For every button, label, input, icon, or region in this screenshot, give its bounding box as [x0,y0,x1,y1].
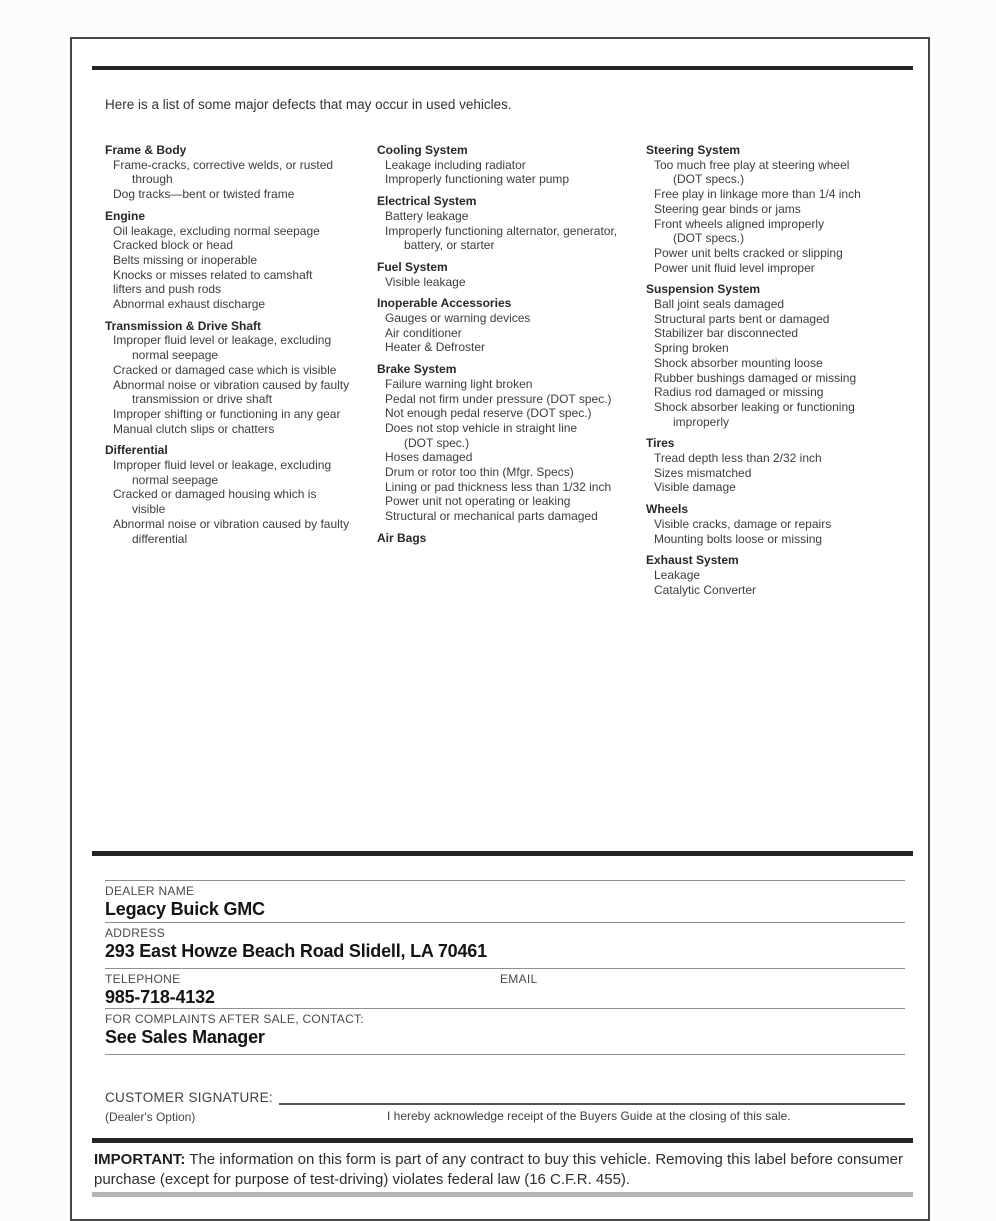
field-value-telephone: 985-718-4132 [105,987,215,1007]
defect-item: Sizes mismatched [654,465,752,480]
defect-item: Manual clutch slips or chatters [113,421,275,436]
defect-item-continuation: (DOT specs.) [673,231,745,246]
field-label-telephone: TELEPHONE [105,972,181,986]
signature-line[interactable] [279,1090,905,1105]
defect-item-continuation: visible [132,502,166,517]
defect-item: Cracked or damaged housing which is [113,487,317,502]
defect-item: Power unit belts cracked or slipping [654,245,843,260]
defect-section-title: Engine [105,208,146,223]
form-divider [92,851,913,856]
defect-item: Stabilizer bar disconnected [654,326,799,341]
defect-item: Improperly functioning water pump [385,172,570,187]
defect-item: Abnormal noise or vibration caused by faulty [113,516,350,531]
signature-row [105,1090,905,1105]
defect-item: Front wheels aligned improperly [654,216,825,231]
defect-section-title: Inoperable Accessories [377,296,512,311]
dealers-option-label: (Dealer's Option) [105,1110,196,1124]
defect-item: Too much free play at steering wheel [654,157,850,172]
defect-item: Gauges or warning devices [385,311,531,326]
defect-item: Structural or mechanical parts damaged [385,509,598,524]
defect-section [646,143,914,275]
defect-section [105,443,377,546]
defect-section-title: Steering System [646,143,741,157]
defect-item-continuation: differential [132,531,188,546]
defect-item: Air conditioner [385,325,462,340]
defect-section-title: Suspension System [646,282,761,297]
defect-item: Improper fluid level or leakage, excluding [113,333,332,348]
defect-item: Abnormal noise or vibration caused by faulty [113,377,350,392]
form-field-address [105,922,905,968]
defect-section [646,502,914,546]
defect-item: Free play in linkage more than 1/4 inch [654,187,861,202]
defect-item-continuation: normal seepage [132,348,219,363]
signature-block [105,1090,905,1124]
defect-item: Drum or rotor too thin (Mfgr. Specs) [385,465,574,480]
defect-item: Abnormal exhaust discharge [113,297,266,312]
defect-section-title: Fuel System [377,259,448,274]
defect-section [105,319,377,437]
buyers-guide-page [70,37,930,1221]
defects-list [105,143,913,597]
defect-item: Catalytic Converter [654,582,757,597]
defect-section [646,553,914,597]
defect-section [377,143,646,187]
defect-item-continuation: improperly [673,414,730,429]
defect-item: Battery leakage [385,208,469,223]
signature-sub-row [105,1108,905,1124]
important-divider [92,1138,913,1143]
defect-section [105,143,377,202]
defect-item: Frame-cracks, corrective welds, or rusted [113,157,334,172]
defect-item: Does not stop vehicle in straight line [385,420,578,435]
defect-item: Shock absorber mounting loose [654,355,823,370]
defect-item: Improper fluid level or leakage, excluding [113,458,332,473]
defect-section-title: Differential [105,443,168,458]
defect-item: Improperly functioning alternator, generator, [385,223,618,238]
defect-item: Rubber bushings damaged or missing [654,370,857,385]
defect-item: Not enough pedal reserve (DOT spec.) [385,406,592,421]
defect-section [646,436,914,495]
field-label-dealer-name: DEALER NAME [105,884,195,898]
defect-item: Dog tracks—bent or twisted frame [113,187,295,202]
important-text: The information on this form is part of any contract to buy this vehicle. Removing this label before consumer purchase (except for purpose of test-driving) violates federal law (16 C.F.R. 455). [94,1151,903,1188]
defect-section-title: Brake System [377,362,457,377]
defect-item: Cracked or damaged case which is visible [113,362,337,377]
defect-section-title: Air Bags [377,530,427,545]
defect-section [377,296,646,355]
defect-item-continuation: (DOT spec.) [404,435,470,450]
defect-section-title: Transmission & Drive Shaft [105,318,262,333]
field-value-dealer-name: Legacy Buick GMC [105,899,265,919]
defect-item: Radius rod damaged or missing [654,385,824,400]
defect-section [105,209,377,312]
defect-item-continuation: normal seepage [132,472,219,487]
defect-item: Visible leakage [385,274,466,289]
form-field-telephone [105,968,905,1008]
defect-item: Visible cracks, damage or repairs [654,516,832,531]
defect-item: Power unit not operating or leaking [385,494,571,509]
defect-item: Hoses damaged [385,450,473,465]
defect-section [646,282,914,429]
defect-item-continuation: transmission or drive shaft [132,392,273,407]
field-value-address: 293 East Howze Beach Road Slidell, LA 70461 [105,941,487,961]
top-divider [92,66,913,70]
defect-section-title: Cooling System [377,143,468,157]
defect-item: Ball joint seals damaged [654,297,785,312]
field-value-complaints-contact: See Sales Manager [105,1027,265,1047]
defect-item: Tread depth less than 2/32 inch [654,451,822,466]
page-content [92,39,913,1219]
defect-item: Belts missing or inoperable [113,252,258,267]
defect-item: Knocks or misses related to camshaft [113,267,313,282]
defect-item: Spring broken [654,341,729,356]
bottom-divider [92,1192,913,1197]
defect-column [105,143,377,597]
field-label-address: ADDRESS [105,926,166,940]
form-field-complaints-contact [105,1008,905,1055]
defect-item: Improper shifting or functioning in any gear [113,406,341,421]
defect-item: Pedal not firm under pressure (DOT spec.) [385,391,612,406]
defect-section [377,260,646,289]
defect-item-continuation: (DOT specs.) [673,172,745,187]
defect-item: Shock absorber leaking or functioning [654,399,855,414]
defect-item-continuation: battery, or starter [404,238,495,253]
field-label-email: EMAIL [500,972,538,986]
defect-column [646,143,914,597]
defect-item: Oil leakage, excluding normal seepage [113,223,320,238]
defect-section-title: Frame & Body [105,143,187,157]
defect-item: Power unit fluid level improper [654,260,815,275]
defect-section-title: Wheels [646,502,689,517]
defect-item: lifters and push rods [113,282,222,297]
dealer-form [105,880,905,1055]
defect-item: Lining or pad thickness less than 1/32 inch [385,479,612,494]
defect-item: Failure warning light broken [385,376,533,391]
defect-item: Steering gear binds or jams [654,201,801,216]
defect-section [377,531,646,546]
defect-item: Structural parts bent or damaged [654,311,830,326]
important-label: IMPORTANT: [94,1151,186,1168]
acknowledgement-text: I hereby acknowledge receipt of the Buyers Guide at the closing of this sale. [387,1109,791,1123]
defect-item: Leakage including radiator [385,157,526,172]
defect-item: Leakage [654,567,701,582]
field-label-complaints-contact: FOR COMPLAINTS AFTER SALE, CONTACT: [105,1012,364,1026]
defect-section-title: Exhaust System [646,553,739,568]
defect-section-title: Electrical System [377,194,477,209]
customer-signature-label: CUSTOMER SIGNATURE: [105,1090,273,1105]
defect-item: Visible damage [654,480,736,495]
defect-section-title: Tires [646,436,675,451]
intro-text: Here is a list of some major defects that may occur in used vehicles. [105,97,512,112]
defect-item: Mounting bolts loose or missing [654,531,823,546]
form-field-dealer-name [105,880,905,922]
defect-section [377,194,646,253]
defect-item-continuation: through [132,172,173,187]
defect-item: Cracked block or head [113,238,234,253]
defect-item: Heater & Defroster [385,340,486,355]
defect-section [377,362,646,524]
important-notice [94,1150,909,1189]
defect-column [377,143,646,597]
